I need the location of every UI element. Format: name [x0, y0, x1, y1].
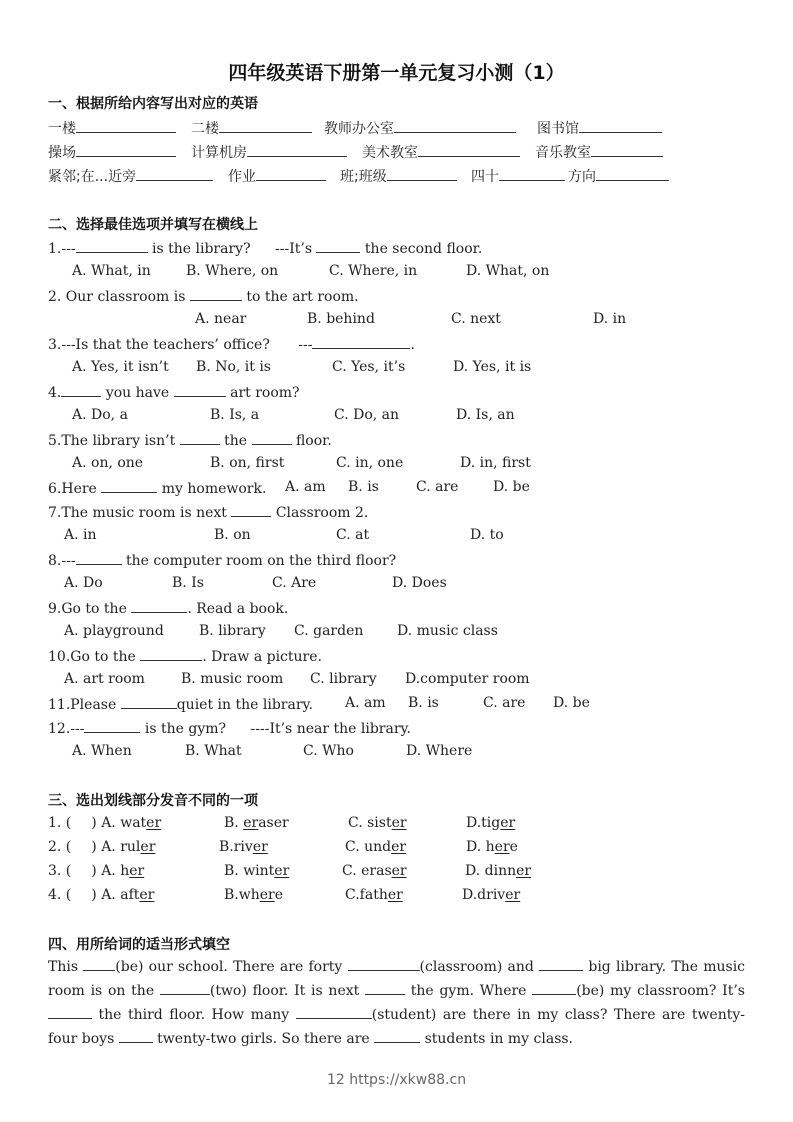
answer-blank[interactable]: [180, 430, 220, 445]
para-text: (student) are there in my class? There are twenty-four boys: [48, 1007, 745, 1047]
answer-blank[interactable]: [48, 1004, 92, 1019]
q-text: my homework.: [161, 481, 267, 497]
word-part: B.wh: [224, 887, 260, 903]
q-text: ----It’s near the library.: [250, 721, 412, 737]
question-3: [48, 334, 415, 354]
question-9: [48, 598, 288, 618]
answer-blank[interactable]: [296, 1004, 372, 1019]
section-2-heading: 二、选择最佳选项并填写在横线上: [48, 217, 258, 233]
answer-blank[interactable]: [140, 646, 202, 661]
para-text: big library. The music room is on the: [48, 959, 746, 999]
question-6: [48, 478, 266, 498]
answer-blank[interactable]: [365, 980, 405, 995]
para-text: the gym. Where: [410, 983, 527, 999]
q-text: 4.: [48, 385, 62, 401]
option-d[interactable]: D. What, on: [466, 263, 550, 279]
vocab-cell: [362, 142, 520, 162]
underlined-part: er: [274, 863, 290, 879]
option-d[interactable]: D. be: [553, 695, 590, 711]
underlined-part: er: [146, 815, 162, 831]
answer-blank[interactable]: [596, 166, 669, 181]
underlined-part: er: [129, 863, 145, 879]
answer-blank[interactable]: [121, 694, 177, 709]
vocab-cell: [228, 166, 326, 186]
answer-blank[interactable]: [348, 956, 420, 971]
option-c[interactable]: C. Are: [272, 575, 317, 591]
answer-blank[interactable]: [101, 478, 157, 493]
answer-blank[interactable]: [136, 166, 213, 181]
option-c[interactable]: C. garden: [294, 623, 364, 639]
option-b[interactable]: B. Is, a: [210, 407, 260, 423]
q-text: 12.---: [48, 721, 85, 737]
para-text: the third floor. How many: [98, 1007, 290, 1023]
option-d[interactable]: D. Yes, it is: [453, 359, 532, 375]
option-d[interactable]: D. Where: [406, 743, 473, 759]
option-b[interactable]: B. library: [199, 623, 266, 639]
option-a[interactable]: A. Yes, it isn’t: [72, 359, 169, 375]
option-c[interactable]: C. Who: [303, 743, 354, 759]
option-a-label: ) A.: [91, 815, 116, 831]
option-a[interactable]: A. Do, a: [72, 407, 128, 423]
answer-blank[interactable]: [174, 382, 226, 397]
q-text: 3.---Is that the teachers’ office?: [48, 337, 270, 353]
vocab-item: 教师办公室: [324, 121, 394, 137]
answer-blank[interactable]: [231, 502, 271, 517]
q-text: 11.Please: [48, 697, 117, 713]
word-part: D. h: [466, 839, 495, 855]
underlined-part: er: [516, 863, 532, 879]
vocab-cell: [324, 118, 516, 138]
q-text: quiet in the library.: [176, 697, 314, 713]
vocab-item: 音乐教室: [535, 145, 591, 161]
vocab-cell: [471, 166, 565, 186]
phonics-row-3: [48, 862, 144, 880]
q-text: the second floor.: [364, 241, 483, 257]
vocab-cell: [568, 166, 669, 186]
q-text: is the library?: [152, 241, 251, 257]
para-text: This: [48, 959, 79, 975]
option-c[interactable]: C. next: [451, 311, 501, 327]
q-text: ---It’s: [275, 241, 313, 257]
option-a[interactable]: A. on, one: [72, 455, 144, 471]
option-c[interactable]: C. Yes, it’s: [332, 359, 406, 375]
underlined-part: er: [391, 815, 407, 831]
answer-blank[interactable]: [499, 166, 565, 181]
option-b[interactable]: [224, 814, 289, 832]
underlined-part: er: [243, 815, 259, 831]
vocab-cell: [48, 142, 176, 162]
answer-blank[interactable]: [316, 238, 360, 253]
option-d[interactable]: [466, 814, 515, 832]
para-text: (be) our school. There are forty: [115, 959, 343, 975]
q-text: is the gym?: [144, 721, 227, 737]
option-a[interactable]: A. playground: [64, 623, 164, 639]
option-a-label: ) A.: [91, 863, 116, 879]
option-b[interactable]: B. behind: [307, 311, 375, 327]
word-part: h: [115, 863, 130, 879]
answer-blank[interactable]: [591, 142, 663, 157]
q-text: 9.Go to the: [48, 601, 127, 617]
option-b[interactable]: [224, 862, 289, 880]
page-title: 四年级英语下册第一单元复习小测（1）: [228, 62, 565, 84]
vocab-cell: [340, 166, 457, 186]
para-text: (classroom) and: [419, 959, 534, 975]
q-text: Classroom 2.: [275, 505, 369, 521]
q-text: 5.The library isn’t: [48, 433, 176, 449]
option-c[interactable]: C. at: [336, 527, 370, 543]
option-b[interactable]: B. No, it is: [196, 359, 271, 375]
item-number: 3. (: [48, 863, 72, 879]
q-text: ---: [298, 337, 313, 353]
q-text: floor.: [295, 433, 332, 449]
answer-blank[interactable]: [256, 166, 326, 181]
option-b[interactable]: B. Is: [172, 575, 204, 591]
vocab-item: 美术教室: [362, 145, 418, 161]
question-7: [48, 502, 368, 522]
word-part: B.: [224, 815, 244, 831]
option-c[interactable]: C. are: [416, 479, 459, 495]
q-text: 2. Our classroom is: [48, 289, 186, 305]
section-1-heading: 一、根据所给内容写出对应的英语: [48, 96, 258, 112]
vocab-item: 班;班级: [340, 169, 387, 185]
word-part: B.riv: [219, 839, 253, 855]
option-d[interactable]: D.computer room: [405, 671, 530, 687]
question-5: [48, 430, 332, 450]
q-text: 7.The music room is next: [48, 505, 227, 521]
answer-blank[interactable]: [418, 142, 520, 157]
vocab-row-1: [48, 118, 176, 138]
item-number: 2. (: [48, 839, 72, 855]
option-c[interactable]: [348, 814, 407, 832]
word-part: e: [509, 839, 518, 855]
vocab-item: 计算机房: [191, 145, 247, 161]
answer-blank[interactable]: [131, 598, 187, 613]
answer-blank[interactable]: [252, 430, 292, 445]
option-a-label: ) A.: [91, 887, 116, 903]
vocab-cell: [48, 166, 213, 186]
option-b[interactable]: B. is: [408, 695, 439, 711]
vocab-item: 图书馆: [537, 121, 579, 137]
answer-blank[interactable]: [76, 118, 176, 133]
option-c[interactable]: C. library: [310, 671, 377, 687]
answer-blank[interactable]: [219, 118, 312, 133]
option-c[interactable]: [345, 838, 406, 856]
word-part: C. und: [345, 839, 392, 855]
section-4-heading: 四、用所给词的适当形式填空: [48, 937, 230, 953]
option-b[interactable]: [224, 886, 283, 904]
answer-blank[interactable]: [532, 980, 576, 995]
q-text: 8.---: [48, 553, 76, 569]
para-text: twenty-two girls. So there are: [157, 1031, 370, 1047]
option-d[interactable]: D. be: [493, 479, 530, 495]
word-part: C. eras: [342, 863, 392, 879]
option-a[interactable]: A. Do: [64, 575, 103, 591]
question-8: [48, 550, 396, 570]
answer-blank[interactable]: [119, 1028, 153, 1043]
section-3-heading: 三、选出划线部分发音不同的一项: [48, 793, 258, 809]
vocab-item: 方向: [568, 169, 596, 185]
q-text: 10.Go to the: [48, 649, 136, 665]
q-text: . Read a book.: [187, 601, 289, 617]
vocab-item: 操场: [48, 145, 76, 161]
vocab-cell: [537, 118, 662, 138]
underlined-part: er: [391, 863, 407, 879]
underlined-part: er: [252, 839, 268, 855]
question-10: [48, 646, 322, 666]
option-c[interactable]: [345, 886, 403, 904]
option-d[interactable]: [465, 862, 531, 880]
word-part: C. sist: [348, 815, 392, 831]
question-2: [48, 286, 359, 306]
phonics-row-1: [48, 814, 161, 832]
underlined-part: er: [139, 887, 155, 903]
word-part: C.fath: [345, 887, 388, 903]
option-b[interactable]: B. on, first: [210, 455, 285, 471]
option-b[interactable]: B. Where, on: [186, 263, 279, 279]
q-text: 1.---: [48, 241, 76, 257]
option-b[interactable]: B. music room: [181, 671, 284, 687]
page-footer: 12 https://xkw88.cn: [326, 1072, 467, 1088]
option-a[interactable]: A. art room: [64, 671, 145, 687]
q-text: 6.Here: [48, 481, 97, 497]
word-part: D.driv: [462, 887, 506, 903]
item-number: 1. (: [48, 815, 72, 831]
option-b[interactable]: B. on: [214, 527, 251, 543]
answer-blank[interactable]: [76, 550, 122, 565]
underlined-part: er: [259, 887, 275, 903]
q-text: the computer room on the third floor?: [126, 553, 397, 569]
word-part: aser: [258, 815, 289, 831]
option-c[interactable]: C. Do, an: [334, 407, 400, 423]
option-a[interactable]: A. What, in: [72, 263, 151, 279]
option-a-label: ) A.: [91, 839, 116, 855]
phonics-row-4: [48, 886, 154, 904]
underlined-part: er: [494, 839, 510, 855]
option-b[interactable]: B. is: [348, 479, 379, 495]
option-a[interactable]: A. in: [64, 527, 97, 543]
vocab-item: 作业: [228, 169, 256, 185]
underlined-part: er: [505, 887, 521, 903]
option-d[interactable]: D. music class: [397, 623, 498, 639]
word-part: aft: [115, 887, 140, 903]
q-text: . Draw a picture.: [202, 649, 322, 665]
answer-blank[interactable]: [160, 980, 210, 995]
para-text: (be) my classroom? It’s: [576, 983, 745, 999]
option-c[interactable]: [342, 862, 407, 880]
question-11: [48, 694, 313, 714]
option-d[interactable]: D. in: [593, 311, 627, 327]
option-d[interactable]: D. to: [470, 527, 504, 543]
answer-blank[interactable]: [539, 956, 583, 971]
q-text: to the art room.: [246, 289, 359, 305]
answer-blank[interactable]: [83, 956, 115, 971]
answer-blank[interactable]: [312, 334, 410, 349]
q-text: .: [410, 337, 415, 353]
q-text: art room?: [230, 385, 300, 401]
answer-blank[interactable]: [76, 238, 148, 253]
question-4: [48, 382, 300, 402]
answer-blank[interactable]: [61, 382, 101, 397]
word-part: wat: [115, 815, 147, 831]
option-c[interactable]: C. are: [483, 695, 526, 711]
vocab-cell: [191, 118, 312, 138]
option-a[interactable]: A. near: [195, 311, 247, 327]
option-b[interactable]: B. What: [185, 743, 242, 759]
option-d[interactable]: [462, 886, 520, 904]
answer-blank[interactable]: [579, 118, 662, 133]
question-12: [48, 718, 411, 738]
option-d[interactable]: D. in, first: [460, 455, 531, 471]
vocab-item: 四十: [471, 169, 499, 185]
vocab-item: 二楼: [191, 121, 219, 137]
para-text: (two) floor. It is next: [209, 983, 360, 999]
answer-blank[interactable]: [374, 1028, 420, 1043]
option-a[interactable]: A. When: [72, 743, 132, 759]
option-b[interactable]: [219, 838, 268, 856]
answer-blank[interactable]: [387, 166, 457, 181]
vocab-item: 一楼: [48, 121, 76, 137]
answer-blank[interactable]: [247, 142, 347, 157]
fill-paragraph: [48, 955, 745, 1051]
underlined-part: er: [140, 839, 156, 855]
word-part: D.tig: [466, 815, 501, 831]
option-d[interactable]: D. Is, an: [456, 407, 515, 423]
option-a[interactable]: A. am: [345, 695, 386, 711]
vocab-cell: [535, 142, 663, 162]
option-d[interactable]: D. Does: [392, 575, 447, 591]
word-part: B. wint: [224, 863, 275, 879]
phonics-row-2: [48, 838, 155, 856]
answer-blank[interactable]: [190, 286, 242, 301]
word-part: rul: [115, 839, 141, 855]
word-part: e: [274, 887, 284, 903]
answer-blank[interactable]: [84, 718, 140, 733]
word-part: D. dinn: [465, 863, 517, 879]
option-d[interactable]: [466, 838, 518, 856]
option-c[interactable]: C. in, one: [336, 455, 404, 471]
option-a[interactable]: A. am: [285, 479, 326, 495]
vocab-item: 紧邻;在...近旁: [48, 169, 137, 185]
answer-blank[interactable]: [76, 142, 176, 157]
option-c[interactable]: C. Where, in: [329, 263, 418, 279]
underlined-part: er: [387, 887, 403, 903]
underlined-part: er: [500, 815, 516, 831]
vocab-cell: [191, 142, 347, 162]
question-1: [48, 238, 482, 258]
q-text: you have: [105, 385, 170, 401]
item-number: 4. (: [48, 887, 72, 903]
underlined-part: er: [391, 839, 407, 855]
para-text: students in my class.: [424, 1031, 574, 1047]
q-text: the: [224, 433, 248, 449]
answer-blank[interactable]: [394, 118, 516, 133]
